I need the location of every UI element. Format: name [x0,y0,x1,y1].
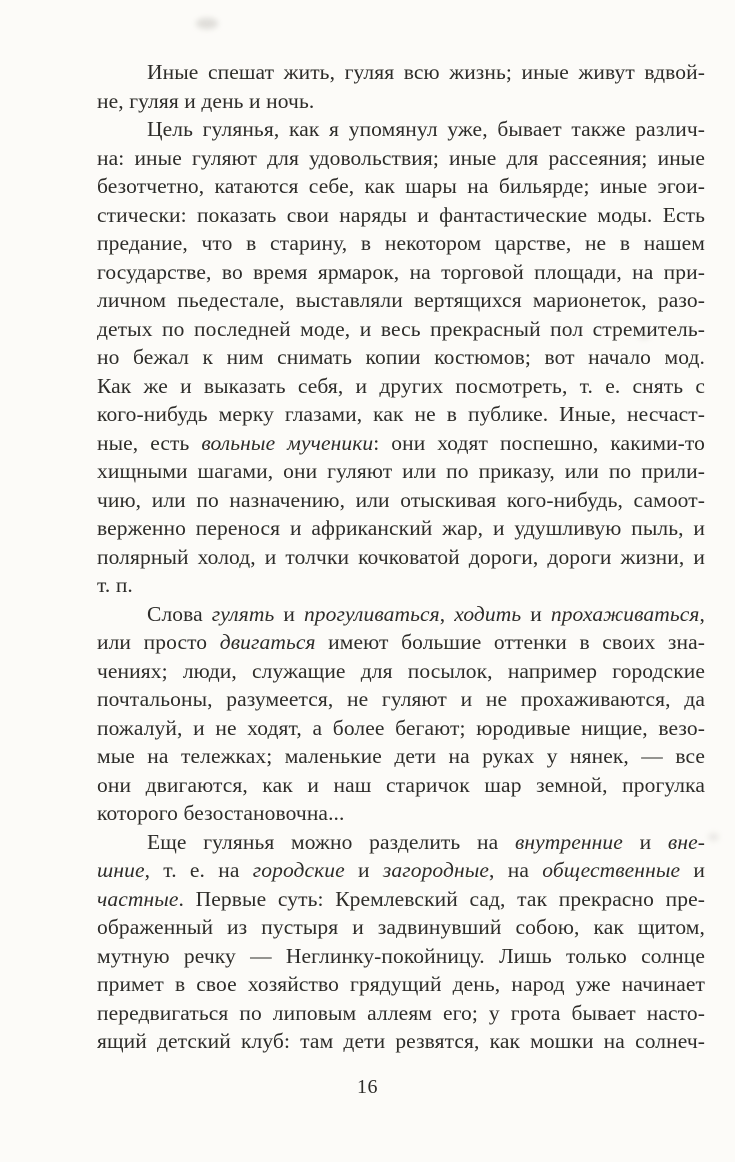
text-line [97,115,705,144]
paragraph [97,600,705,828]
text-segment: мые на тележках; маленькие дети на руках у нянек, — все [97,744,705,768]
text-line [97,514,705,543]
text-line [97,913,705,942]
text-segment: имеют большие оттенки в своих зна- [315,630,705,654]
text-segment: Как же и выказать себя, и других посмотреть, т. е. снять с [97,373,705,398]
italic-text-segment: загородные [382,858,490,882]
text-line [97,315,705,344]
italic-text-segment: частные [97,886,179,911]
text-segment: но бежал к ним снимать копии костюмов; вот начало мод. [97,345,705,369]
italic-text-segment: прохаживаться [550,601,700,626]
text-segment: передвигаться по липовым аллеям его; у грота бывает насто- [97,1000,705,1025]
text-line [97,685,705,714]
text-segment: личном пьедестале, выставляли вертящихся марионеток, разо- [97,288,705,312]
text-segment: кого-нибудь мерку глазами, как не в публике. Иные, несчаст- [97,402,705,426]
text-line [97,571,705,600]
text-line [97,970,705,999]
text-line [97,999,705,1028]
text-line [97,771,705,800]
text-line [97,58,705,87]
text-line [97,942,705,971]
text-line [97,543,705,572]
italic-text-segment: ходить [454,601,522,626]
text-line [97,400,705,429]
scan-smudge [196,18,218,29]
text-segment: не, гуляя и день и ночь. [97,88,315,113]
paragraph [97,115,705,600]
italic-text-segment: шние [97,858,145,882]
text-line [97,486,705,515]
text-segment: . Первые суть: Кремлевский сад, так прекрасно пре- [178,886,705,911]
text-line [97,144,705,173]
text-segment: , на [489,858,543,882]
text-segment: чию, или по назначению, или отыскивая кого-нибудь, самоот- [97,487,705,512]
text-segment: , [699,601,705,626]
text-line [97,742,705,771]
text-line [97,799,705,828]
text-segment: и [344,858,383,882]
text-segment: мутную речку — Неглинку-покойницу. Лишь только солнце [97,943,705,968]
text-line [97,628,705,657]
text-line [97,87,705,116]
text-segment: они двигаются, как и наш старичок шар земной, прогулка [97,772,705,797]
text-segment: , [439,601,455,626]
text-segment: и [274,601,304,626]
text-line [97,856,705,885]
text-segment: на: иные гуляют для удовольствия; иные для рассеяния; иные [97,145,705,170]
text-line [97,229,705,258]
text-segment: Еще гулянья можно разделить на [147,829,515,854]
text-line [97,429,705,458]
text-segment: полярный холод, и толчки кочковатой дороги, дороги жизни, и [97,544,705,569]
italic-text-segment: внутренние [514,829,623,854]
text-line [97,201,705,230]
text-segment: предание, что в старину, в некотором царстве, не в нашем [97,231,705,255]
text-segment: и [622,829,668,854]
text-segment: , т. е. на [144,858,253,882]
text-line [97,258,705,287]
text-segment: государстве, во время ярмарок, на торговой площади, на при- [97,259,705,284]
page-number: 16 [357,1076,378,1098]
text-line [97,600,705,629]
text-line [97,828,705,857]
text-segment: верженно перенося и африканский жар, и удушливую пыль, и [97,516,705,540]
paragraph [97,828,705,1056]
text-line [97,657,705,686]
text-segment: пожалуй, и не ходят, а более бегают; юродивые нищие, везо- [97,715,705,740]
text-segment: и [521,601,551,626]
text-segment: детых по последней моде, и весь прекрасный пол стремитель- [97,316,705,341]
text-segment: ящий детский клуб: там дети резвятся, как мошки на солнеч- [97,1029,705,1053]
text-line [97,1027,705,1056]
paragraph [97,58,705,115]
text-segment: Цель гулянья, как я упомянул уже, бывает также различ- [147,117,705,141]
text-segment: ные, есть [97,430,202,455]
text-line [97,372,705,401]
text-line [97,286,705,315]
italic-text-segment: гулять [211,601,275,626]
text-line [97,457,705,486]
text-segment: : они ходят поспешно, какими-то [373,430,705,455]
italic-text-segment: общественные [542,858,681,882]
text-segment: ображенный из пустыря и задвинувший собою, как щитом, [97,915,705,939]
text-segment: почтальоны, разумеется, не гуляют и не прохаживаются, да [97,687,705,711]
text-line [97,714,705,743]
italic-text-segment: двигаться [219,630,316,654]
text-segment: или просто [97,630,220,654]
text-segment: безотчетно, катаются себе, как шары на бильярде; иные эгои- [97,174,705,198]
text-segment: Иные спешат жить, гуляя всю жизнь; иные живут вдвой- [147,60,705,84]
text-segment: Слова [147,601,212,626]
text-line [97,885,705,914]
text-segment: хищными шагами, они гуляют или по приказу, или по прили- [97,459,705,483]
text-segment: примет в свое хозяйство грядущий день, народ уже начинает [97,972,705,996]
text-line [97,172,705,201]
page-text [97,58,705,1056]
text-segment: стически: показать свои наряды и фантастические моды. Есть [97,202,705,227]
text-line [97,343,705,372]
text-segment: чениях; люди, служащие для посылок, например городские [97,658,705,683]
italic-text-segment: вне- [667,829,705,854]
text-segment: которого безостановочна... [97,801,345,825]
italic-text-segment: городские [252,858,345,882]
text-segment: т. п. [97,573,133,597]
italic-text-segment: вольные мученики [201,430,374,455]
text-segment: и [680,858,705,882]
italic-text-segment: прогуливаться [303,601,440,626]
scan-smudge [708,833,719,841]
